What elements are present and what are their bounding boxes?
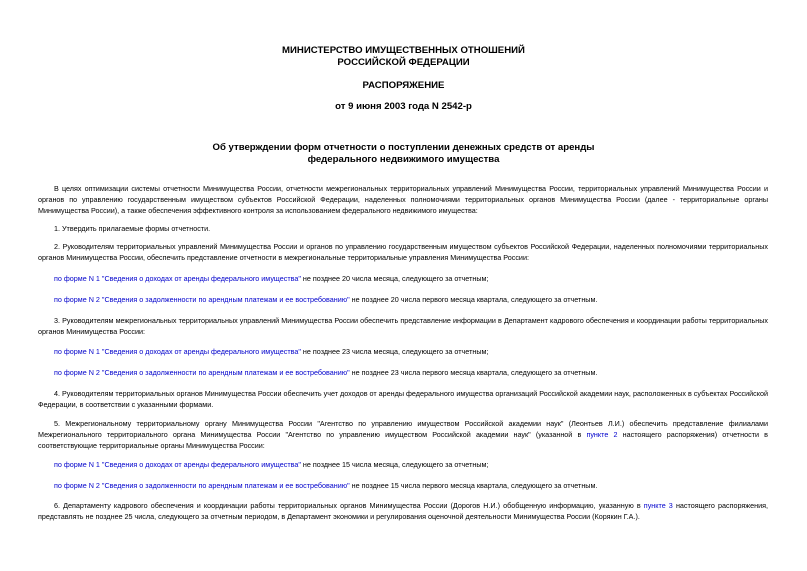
form-2-link[interactable]: по форме N 2 "Сведения о задолженности по арендным платежам и ее востребованию" xyxy=(54,368,350,377)
deadline-text: не позднее 20 числа первого месяца квартала, следующего за отчетным. xyxy=(349,295,598,304)
deadline-text: не позднее 15 числа месяца, следующего за отчетным; xyxy=(300,460,489,469)
paragraph-2: 2. Руководителям территориальных управлений Минимущества России и органов по управлению государственным имуществом субъектов Российской Федерации, наделенных полномочиями территориальных органов Минимущества России, обеспечить представление отчетности в межрегиональные территориальные управления Минимущества России: xyxy=(38,242,768,262)
ministry-name xyxy=(0,45,807,69)
list-item xyxy=(54,294,768,305)
document-type: РАСПОРЯЖЕНИЕ xyxy=(362,80,445,91)
paragraph-4: 4. Руководителям территориальных органов Минимущества России обеспечить учет доходов от аренды федерального имущества организаций Российской академии наук, расположенных в субъектах Российской Федерации, в соответствии с указанными формами. xyxy=(38,389,768,409)
paragraph-6-text: 6. Департаменту кадрового обеспечения и координации работы территориальных органов Минимущества России (Дорогов Н.И.) обобщенную информацию, указанную в xyxy=(54,501,644,510)
form-2-link[interactable]: по форме N 2 "Сведения о задолженности по арендным платежам и ее востребованию" xyxy=(54,481,350,490)
clause-3-link[interactable]: пункте 3 xyxy=(643,501,673,510)
title-line-2: федерального недвижимого имущества xyxy=(307,154,500,165)
form-1-link[interactable]: по форме N 1 "Сведения о доходах от аренды федерального имущества" xyxy=(54,347,301,356)
paragraph-6 xyxy=(38,500,768,522)
form-1-link[interactable]: по форме N 1 "Сведения о доходах от аренды федерального имущества" xyxy=(54,274,301,283)
paragraph-1: 1. Утвердить прилагаемые формы отчетности. xyxy=(54,224,211,233)
preamble: В целях оптимизации системы отчетности Минимущества России, отчетности межрегиональных территориальных управлений Минимущества России, территориальных управлений Минимущества России и органов по управлению государственным имуществом субъектов Российской Федерации, наделенных полномочиями территориальных органов Минимущества России (далее - территориальные органы Минимущества России), а также обеспечения эффективного контроля за использованием федерального недвижимого имущества: xyxy=(38,184,768,215)
ministry-line-2: РОССИЙСКОЙ ФЕДЕРАЦИИ xyxy=(337,57,470,68)
document-title xyxy=(0,142,807,166)
list-item xyxy=(54,459,768,470)
form-2-link[interactable]: по форме N 2 "Сведения о задолженности по арендным платежам и ее востребованию" xyxy=(54,295,350,304)
document-date: от 9 июня 2003 года N 2542-р xyxy=(335,101,472,112)
paragraph-5 xyxy=(38,418,768,451)
paragraph-5-text: 5. Межрегиональному территориальному органу Минимущества России "Агентство по управлению имуществом Российской академии наук" (Леонтьев Л.И.) обеспечить представление филиалами Межрегионального территориального органа Минимущества России "Агентство по управлению имуществом Российской академии наук" (указанной в xyxy=(38,419,768,439)
paragraph-6-text: настоящего распоряжения, представлять не позднее 25 числа, следующего за отчетным периодом, в Департамент экономики и регулирования оценочной деятельности Минимущества России (Корякин Г.А.). xyxy=(38,501,768,521)
form-1-link[interactable]: по форме N 1 "Сведения о доходах от аренды федерального имущества" xyxy=(54,460,301,469)
clause-2-link[interactable]: пункте 2 xyxy=(586,430,618,439)
ministry-line-1: МИНИСТЕРСТВО ИМУЩЕСТВЕННЫХ ОТНОШЕНИЙ xyxy=(282,45,525,56)
title-line-1: Об утверждении форм отчетности о поступлении денежных средств от аренды xyxy=(212,142,595,153)
paragraph-3: 3. Руководителям межрегиональных территориальных управлений Минимущества России обеспечить представление информации в Департамент кадрового обеспечения и координации работы территориальных органов Минимущества России: xyxy=(38,316,768,336)
deadline-text: не позднее 23 числа месяца, следующего за отчетным; xyxy=(300,347,489,356)
deadline-text: не позднее 15 числа первого месяца квартала, следующего за отчетным. xyxy=(349,481,598,490)
list-item xyxy=(54,367,768,378)
list-item xyxy=(54,273,768,284)
paragraph-5-text: настоящего распоряжения) отчетности в соответствующие территориальные органы Минимущества России: xyxy=(38,430,768,450)
list-item xyxy=(54,346,768,357)
deadline-text: не позднее 20 числа месяца, следующего за отчетным; xyxy=(300,274,489,283)
deadline-text: не позднее 23 числа первого месяца квартала, следующего за отчетным. xyxy=(349,368,598,377)
list-item xyxy=(54,480,768,491)
